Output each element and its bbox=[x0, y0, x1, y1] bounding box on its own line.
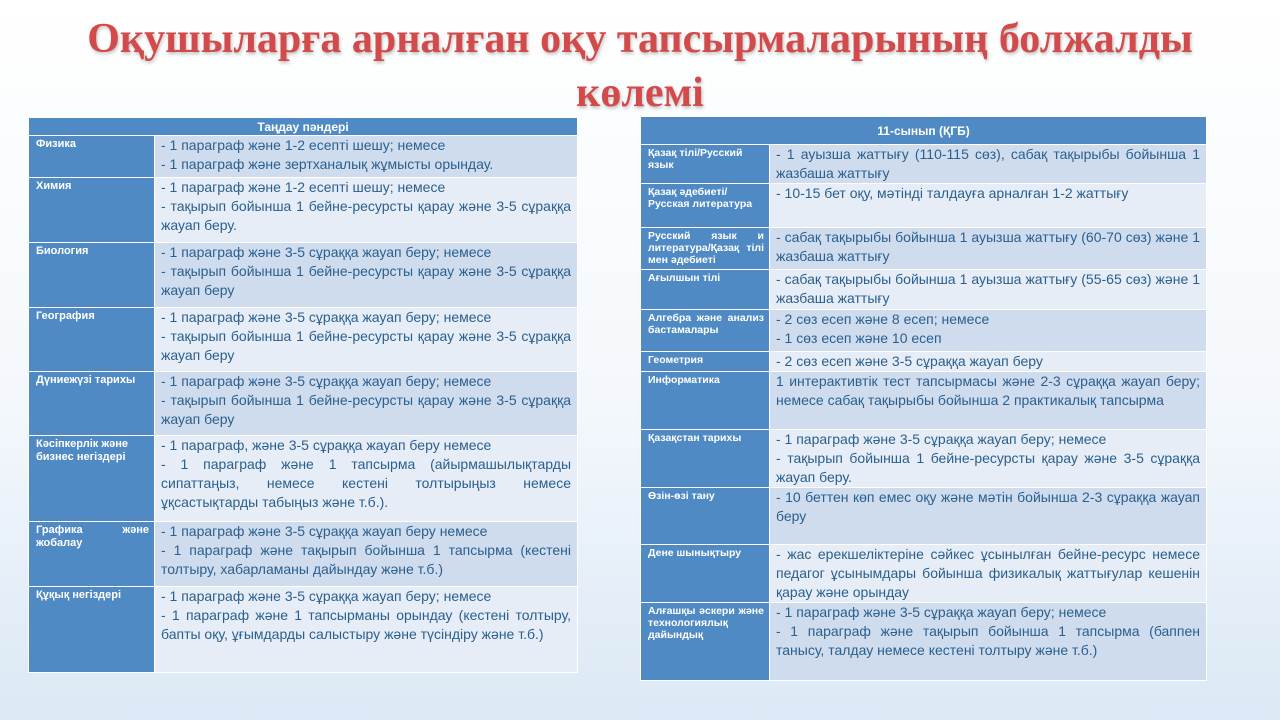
table-row bbox=[29, 136, 578, 178]
table-row bbox=[29, 308, 578, 372]
table-row bbox=[29, 436, 578, 522]
task-line: - 1 сөз есеп және 10 есеп bbox=[776, 330, 942, 346]
task-cell bbox=[770, 270, 1207, 310]
task-line: - 1 параграф және зертханалық жұмысты орындау. bbox=[161, 156, 494, 172]
table-row bbox=[29, 178, 578, 243]
task-line: - 1 параграф және 3-5 сұраққа жауап беру; немесе bbox=[161, 244, 492, 260]
task-line: - сабақ тақырыбы бойынша 1 ауызша жаттығу (55-65 сөз) және 1 жазбаша жаттығу bbox=[776, 271, 1200, 306]
task-line: - 1 параграф және тақырып бойынша 1 тапсырма (баппен танысу, талдау немесе кестені толтыру және т.б.) bbox=[776, 623, 1200, 658]
task-cell bbox=[155, 178, 578, 243]
table-header: Таңдау пәндері bbox=[29, 118, 578, 136]
subject-cell: Өзін-өзі тану bbox=[641, 488, 770, 545]
subject-cell: Дене шынықтыру bbox=[641, 545, 770, 603]
task-line: 1 интерактивтік тест тапсырмасы және 2-3 сұраққа жауап беру; немесе сабақ тақырыбы бойынша 2 практикалық тапсырма bbox=[776, 373, 1200, 408]
grade-11-table bbox=[640, 116, 1207, 681]
table-row bbox=[641, 145, 1207, 184]
table-row bbox=[29, 522, 578, 587]
subject-cell: Қазақ әдебиеті/Русская литература bbox=[641, 184, 770, 228]
table-row bbox=[29, 587, 578, 673]
task-cell bbox=[770, 545, 1207, 603]
table-row bbox=[641, 488, 1207, 545]
subject-cell: География bbox=[29, 308, 155, 372]
table-body bbox=[641, 145, 1207, 681]
task-cell bbox=[155, 372, 578, 436]
subject-cell: Құқық негіздері bbox=[29, 587, 155, 673]
table-body bbox=[29, 136, 578, 673]
task-line: - 1 параграф және 3-5 сұраққа жауап беру; немесе bbox=[776, 604, 1107, 620]
subject-cell: Ағылшын тілі bbox=[641, 270, 770, 310]
task-cell bbox=[770, 430, 1207, 488]
slide-title bbox=[0, 12, 1280, 120]
task-cell bbox=[770, 603, 1207, 681]
subject-cell: Дүниежүзі тарихы bbox=[29, 372, 155, 436]
subject-cell: Химия bbox=[29, 178, 155, 243]
task-cell bbox=[155, 243, 578, 308]
table-row bbox=[29, 243, 578, 308]
task-line: - тақырып бойынша 1 бейне-ресурсты қарау және 3-5 сұраққа жауап беру bbox=[161, 328, 572, 363]
task-cell bbox=[770, 488, 1207, 545]
task-line: - 2 сөз есеп және 3-5 сұраққа жауап беру bbox=[776, 353, 1043, 369]
table-row bbox=[641, 310, 1207, 352]
table-row bbox=[641, 545, 1207, 603]
title-line-1: Оқушыларға арналған оқу тапсырмаларының болжалды bbox=[87, 16, 1193, 62]
subject-cell: Графика және жобалау bbox=[29, 522, 155, 587]
subject-cell: Қазақстан тарихы bbox=[641, 430, 770, 488]
title-line-2: көлемі bbox=[576, 70, 704, 116]
task-cell bbox=[155, 522, 578, 587]
task-cell bbox=[770, 372, 1207, 430]
subject-cell: Русский язык и литература/Қазақ тілі мен әдебиеті bbox=[641, 228, 770, 270]
table-row bbox=[641, 603, 1207, 681]
task-cell bbox=[770, 145, 1207, 184]
table-header: 11-сынып (ҚГБ) bbox=[641, 117, 1207, 145]
subject-cell: Алгебра және анализ бастамалары bbox=[641, 310, 770, 352]
table-row bbox=[641, 372, 1207, 430]
table-row bbox=[29, 372, 578, 436]
task-line: - жас ерекшеліктеріне сәйкес ұсынылған бейне-ресурс немесе педагог ұсынымдары бойынша физикалық жаттығулар кешенін қарау және орындау bbox=[776, 546, 1200, 600]
task-line: - 1 параграф және 3-5 сұраққа жауап беру немесе bbox=[161, 523, 488, 539]
task-line: - 1 параграф және 3-5 сұраққа жауап беру; немесе bbox=[161, 588, 492, 604]
task-line: - 1 параграф және 1 тапсырма (айырмашылықтарды сипаттаңыз, немесе кестені толтырыңыз немесе ұқсастықтарды табыңыз және т.б.). bbox=[161, 456, 572, 510]
subject-cell: Физика bbox=[29, 136, 155, 178]
task-line: - 1 ауызша жаттығу (110-115 сөз), сабақ тақырыбы бойынша 1 жазбаша жаттығу bbox=[776, 146, 1200, 181]
task-line: - 1 параграф және 3-5 сұраққа жауап беру; немесе bbox=[161, 309, 492, 325]
task-cell bbox=[155, 308, 578, 372]
task-cell bbox=[155, 436, 578, 522]
subject-cell: Информатика bbox=[641, 372, 770, 430]
task-line: - 10-15 бет оқу, мәтінді талдауға арналған 1-2 жаттығу bbox=[776, 185, 1129, 201]
task-line: - 1 параграф және 1-2 есепті шешу; немесе bbox=[161, 179, 446, 195]
task-cell bbox=[155, 136, 578, 178]
task-line: - 1 параграф, және 3-5 сұраққа жауап беру немесе bbox=[161, 437, 492, 453]
task-line: - 2 сөз есеп және 8 есеп; немесе bbox=[776, 311, 990, 327]
task-line: - 10 беттен көп емес оқу және мәтін бойынша 2-3 сұраққа жауап беру bbox=[776, 489, 1200, 524]
task-line: - 1 параграф және 1 тапсырманы орындау (кестені толтыру, бапты оқу, ұғымдарды салыстыру және түсіндіру және т.б.) bbox=[161, 607, 572, 642]
subject-cell: Кәсіпкерлік және бизнес негіздері bbox=[29, 436, 155, 522]
task-line: - сабақ тақырыбы бойынша 1 ауызша жаттығу (60-70 сөз) және 1 жазбаша жаттығу bbox=[776, 229, 1200, 264]
table-row bbox=[641, 184, 1207, 228]
table-row bbox=[641, 228, 1207, 270]
subject-cell: Биология bbox=[29, 243, 155, 308]
task-line: - 1 параграф және 3-5 сұраққа жауап беру; немесе bbox=[776, 431, 1107, 447]
task-cell bbox=[770, 184, 1207, 228]
task-cell bbox=[770, 310, 1207, 352]
task-line: - тақырып бойынша 1 бейне-ресурсты қарау және 3-5 сұраққа жауап беру bbox=[161, 263, 572, 298]
task-cell bbox=[155, 587, 578, 673]
task-line: - 1 параграф және 1-2 есепті шешу; немесе bbox=[161, 137, 446, 153]
subject-cell: Алғашқы әскери және технологиялық дайындық bbox=[641, 603, 770, 681]
task-cell bbox=[770, 228, 1207, 270]
task-line: - тақырып бойынша 1 бейне-ресурсты қарау және 3-5 сұраққа жауап беру. bbox=[776, 450, 1200, 485]
table-row bbox=[641, 270, 1207, 310]
elective-subjects-table bbox=[28, 117, 578, 673]
task-line: - тақырып бойынша 1 бейне-ресурсты қарау және 3-5 сұраққа жауап беру. bbox=[161, 198, 572, 233]
subject-cell: Геометрия bbox=[641, 352, 770, 372]
task-line: - тақырып бойынша 1 бейне-ресурсты қарау және 3-5 сұраққа жауап беру bbox=[161, 392, 572, 427]
task-line: - 1 параграф және тақырып бойынша 1 тапсырма (кестені толтыру, хабарламаны дайындау және т.б.) bbox=[161, 542, 572, 577]
task-line: - 1 параграф және 3-5 сұраққа жауап беру; немесе bbox=[161, 373, 492, 389]
table-row bbox=[641, 352, 1207, 372]
table-row bbox=[641, 430, 1207, 488]
subject-cell: Қазақ тілі/Русский язык bbox=[641, 145, 770, 184]
task-cell bbox=[770, 352, 1207, 372]
